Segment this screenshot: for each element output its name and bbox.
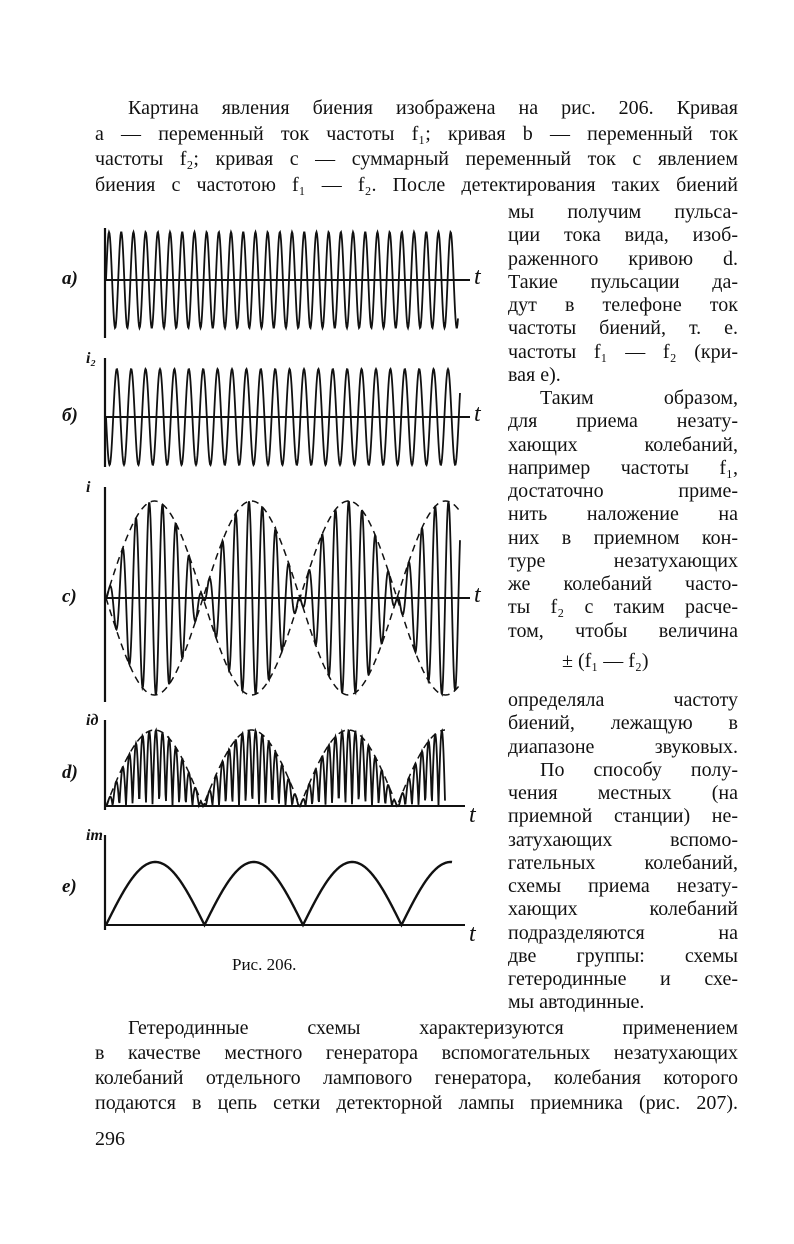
bottom-paragraph-line: колебаний отдельного лампового генератора, колебания которого <box>95 1067 738 1089</box>
right-column-1-line: например частоты f₁, <box>508 456 738 479</box>
right-column-2-line: определяла частоту <box>508 689 738 711</box>
panel-label: c) <box>62 586 77 607</box>
right-column-2-line: гетеродинные и схе- <box>508 968 738 990</box>
right-column-2-line: По способу полу- <box>540 758 738 781</box>
right-column-1-line: вая e). <box>508 363 561 386</box>
right-column-1-line: хающих колебаний, <box>508 433 738 456</box>
y-axis-label: i₂ <box>86 350 97 367</box>
top-paragraph-line: a — переменный ток частоты f₁; кривая b — переменный ток <box>95 122 738 145</box>
t-axis-label: t <box>469 921 476 947</box>
panel-label: б) <box>62 405 78 426</box>
right-column-2-line: схемы приема незату- <box>508 875 738 897</box>
right-column-2-line: диапазоне звуковых. <box>508 735 738 758</box>
right-column-1-line: нить наложение на <box>508 503 738 526</box>
page-number: 296 <box>95 1128 125 1150</box>
right-column-2-line: хающих колебаний <box>508 898 738 921</box>
right-column-1-line: том, чтобы величина <box>508 619 738 642</box>
right-column-2-line: две группы: схемы <box>508 944 738 967</box>
bottom-paragraph-line: Гетеродинные схемы характеризуются применением <box>128 1017 738 1039</box>
y-axis-label: iд <box>86 712 99 729</box>
panel-label: e) <box>62 876 77 897</box>
t-axis-label: t <box>469 802 476 828</box>
bottom-paragraph-line: в качестве местного генератора вспомогательных незатухающих <box>95 1042 738 1064</box>
y-axis-label: iт <box>86 827 103 844</box>
right-column-2-line: чения местных (на <box>508 782 738 804</box>
right-column-1-line: раженного кривою d. <box>508 247 738 270</box>
right-column-2-line: биений, лежащую в <box>508 712 738 735</box>
right-column-1-line: Таким образом, <box>540 387 738 409</box>
t-axis-label: t <box>474 264 481 290</box>
y-axis-label: i <box>86 479 91 496</box>
right-column-2-line: приемной станции) не- <box>508 805 738 828</box>
right-column-1-line: них в приемном кон- <box>508 526 738 549</box>
right-column-1-line: же колебаний часто- <box>508 573 738 595</box>
right-column-1-line: ты f₂ с таким расче- <box>508 596 738 619</box>
bottom-paragraph-line: подаются в цепь сетки детекторной лампы приемника (рис. 207). <box>95 1092 738 1114</box>
right-column-1-line: мы получим пульса- <box>508 201 738 223</box>
right-column-1-line: туре незатухающих <box>508 549 738 572</box>
right-column-1-line: дут в телефоне ток <box>508 294 738 316</box>
top-paragraph-line: биения с частотою f₁ — f₂. После детектирования таких биений <box>95 174 738 197</box>
top-paragraph-line: Картина явления биения изображена на рис. 206. Кривая <box>128 97 738 119</box>
curve-d-detected <box>106 730 445 806</box>
panel-label: a) <box>62 268 78 289</box>
top-paragraph-line: частоты f₂; кривая c — суммарный переменный ток с явлением <box>95 148 738 171</box>
right-column-1-line: достаточно приме- <box>508 480 738 502</box>
panel-label: d) <box>62 762 78 783</box>
formula: ± (f₁ — f₂) <box>562 650 649 672</box>
right-column-2-line: затухающих вспомо- <box>508 828 738 851</box>
right-column-2-line: подразделяются на <box>508 921 738 944</box>
figure-caption: Рис. 206. <box>232 955 297 974</box>
right-column-1-line: ции тока вида, изоб- <box>508 224 738 247</box>
right-column-2-line: мы автодинные. <box>508 991 645 1014</box>
right-column-1-line: частоты биений, т. е. <box>508 317 738 340</box>
right-column-1-line: частоты f₁ — f₂ (кри- <box>508 340 738 363</box>
right-column-1-line: Такие пульсации да- <box>508 270 738 293</box>
t-axis-label: t <box>474 582 481 608</box>
right-column-2-line: гательных колебаний, <box>508 851 738 874</box>
curve-e-beat-frequency <box>106 862 452 925</box>
right-column-1-line: для приема незату- <box>508 410 738 433</box>
t-axis-label: t <box>474 401 481 427</box>
